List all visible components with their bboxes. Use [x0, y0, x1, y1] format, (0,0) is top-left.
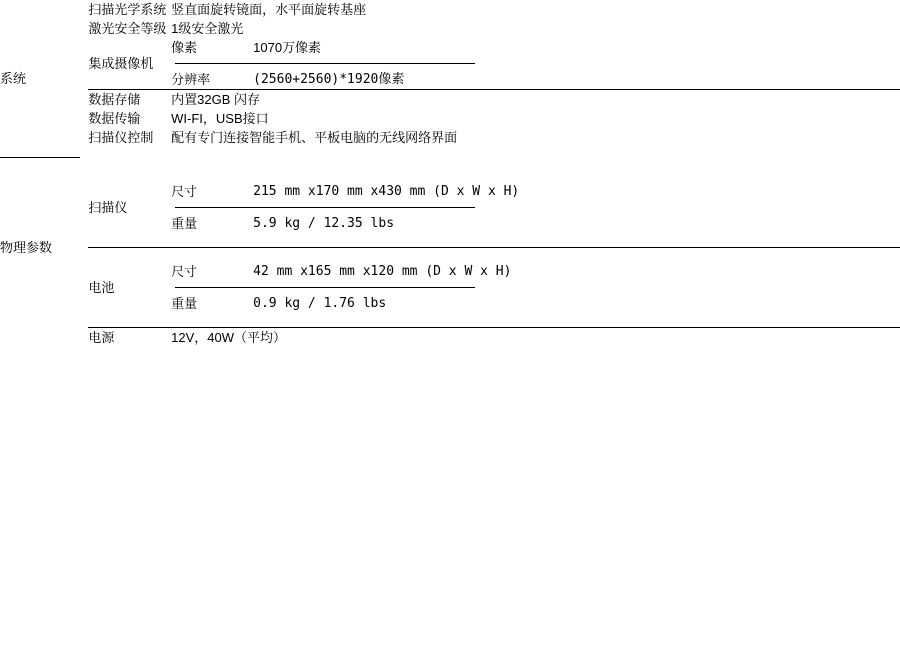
battery-weight-value: 0.9 kg / 1.76 lbs	[253, 296, 387, 311]
spacer	[171, 248, 900, 262]
table-row	[0, 128, 900, 147]
table-row	[0, 19, 900, 38]
row-label-transfer: 数据传输	[88, 110, 141, 126]
row-value-storage: 内置32GB 闪存	[171, 90, 900, 110]
battery-weight-key: 重量	[171, 296, 198, 311]
group-label-system: 系统	[0, 70, 27, 86]
battery-weight-row	[171, 294, 900, 313]
row-value-battery	[171, 248, 900, 328]
scanner-weight-key: 重量	[171, 216, 198, 231]
spacer	[171, 313, 900, 327]
group-separator-row	[0, 147, 900, 157]
row-label-storage: 数据存储	[88, 90, 171, 110]
row-label-scanner-control: 扫描仪控制	[88, 130, 154, 145]
spacer	[88, 147, 900, 157]
table-row	[0, 90, 900, 110]
spacer-row	[0, 158, 900, 168]
row-value-camera	[171, 38, 900, 90]
camera-pixels-key: 像素	[171, 40, 198, 55]
table-row	[0, 168, 900, 248]
row-value-scanner-control: 配有专门连接智能手机、平板电脑的无线网络界面	[171, 130, 458, 145]
divider	[175, 63, 475, 64]
scanner-size-row	[171, 182, 900, 201]
table-row	[0, 248, 900, 328]
row-label-scanner: 扫描仪	[88, 199, 128, 215]
row-label-optics: 扫描光学系统	[88, 1, 167, 17]
row-value-power: 12V，40W（平均）	[171, 328, 900, 348]
table-row	[0, 328, 900, 348]
camera-resolution-key: 分辨率	[171, 72, 211, 87]
row-label-battery: 电池	[88, 248, 171, 328]
table-row	[0, 38, 900, 90]
table-row	[0, 109, 900, 128]
divider	[175, 207, 475, 208]
scanner-weight-row	[171, 214, 900, 233]
camera-resolution-value: (2560+2560)*1920像素	[253, 72, 405, 87]
spacer	[0, 328, 88, 348]
row-value-transfer: WI-FI，USB接口	[171, 111, 269, 126]
row-label-camera: 集成摄像机	[88, 55, 154, 71]
camera-pixels-row	[171, 38, 900, 57]
group-label-physical: 物理参数	[0, 239, 53, 255]
scanner-weight-value: 5.9 kg / 12.35 lbs	[253, 216, 395, 231]
table-row	[0, 0, 900, 19]
divider	[175, 287, 475, 288]
row-value-scanner	[171, 168, 900, 248]
scanner-size-key: 尺寸	[171, 184, 198, 199]
row-value-optics: 竖直面旋转镜面，水平面旋转基座	[171, 2, 367, 17]
spacer	[0, 158, 900, 168]
spacer	[171, 168, 900, 182]
battery-size-value: 42 mm x165 mm x120 mm (D x W x H)	[253, 264, 512, 279]
row-label-laser-safety: 激光安全等级	[88, 20, 167, 36]
scanner-size-value: 215 mm x170 mm x430 mm (D x W x H)	[253, 184, 520, 199]
spacer	[171, 233, 900, 247]
row-value-laser-safety: 1级安全激光	[171, 21, 244, 36]
row-label-power: 电源	[88, 328, 171, 348]
battery-size-key: 尺寸	[171, 264, 198, 279]
camera-pixels-value: 1070万像素	[253, 40, 322, 55]
battery-size-row	[171, 262, 900, 281]
camera-resolution-row	[171, 70, 900, 89]
